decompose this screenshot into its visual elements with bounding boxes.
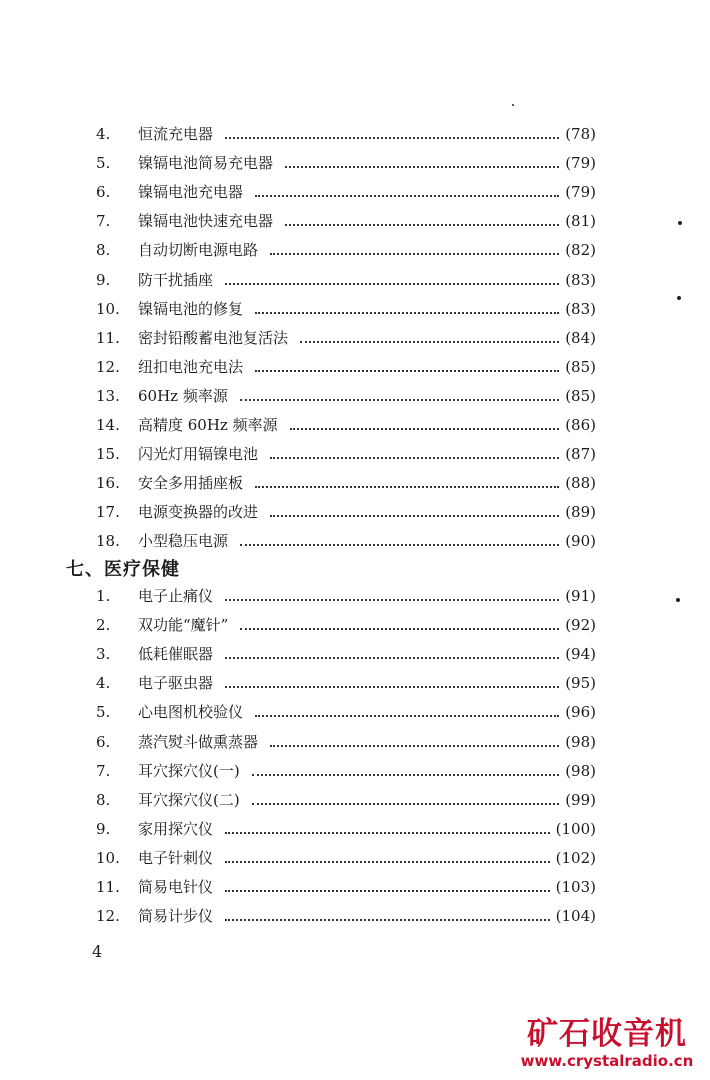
dot-leader	[225, 597, 559, 601]
toc-entry-number: 6.	[96, 732, 111, 751]
toc-entry-page: (96)	[565, 703, 596, 722]
scan-speck	[678, 221, 682, 225]
page-number: 4	[92, 942, 103, 961]
watermark	[516, 1016, 698, 1070]
toc-entry-title: 耳穴探穴仪(二)	[138, 790, 240, 809]
toc-entry	[96, 643, 596, 665]
toc-entry-page: (99)	[565, 790, 596, 809]
toc-entry	[96, 239, 596, 261]
toc-entry	[96, 443, 596, 465]
toc-entry-page: (85)	[565, 386, 596, 405]
toc-entry-number: 8.	[96, 790, 111, 809]
toc-entry	[96, 876, 596, 898]
toc-entry	[96, 385, 596, 407]
toc-entry	[96, 501, 596, 523]
toc-entry-page: (86)	[565, 416, 596, 434]
dot-leader	[240, 397, 559, 401]
toc-entry-page: (83)	[565, 270, 596, 289]
toc-entry-title: 简易计步仪	[138, 907, 214, 926]
toc-entry	[96, 327, 596, 349]
toc-entry-title: 心电图机校验仪	[138, 703, 244, 722]
toc-entry-title: 恒流充电器	[138, 125, 214, 143]
toc-entry-page: (81)	[565, 212, 596, 231]
dot-leader	[225, 830, 550, 834]
toc-entry-number: 11.	[96, 878, 120, 896]
toc-entry-page: (89)	[565, 503, 596, 522]
toc-entry	[96, 672, 596, 694]
toc-entry-page: (103)	[555, 878, 596, 896]
dot-leader	[225, 655, 559, 659]
toc-entry-title: 防干扰插座	[138, 270, 214, 289]
toc-entry-page: (100)	[555, 819, 596, 838]
dot-leader	[270, 513, 559, 517]
toc-entry-page: (84)	[565, 328, 596, 347]
toc-entry-number: 15.	[96, 445, 120, 464]
toc-entry-title: 密封铅酸蓄电池复活法	[138, 328, 289, 347]
toc-entry	[96, 356, 596, 378]
toc-entry-number: 8.	[96, 241, 111, 260]
toc-entry	[96, 701, 596, 723]
toc-entry-page: (104)	[555, 907, 596, 926]
dot-leader	[252, 801, 559, 805]
toc-entry	[96, 760, 596, 782]
toc-entry	[96, 585, 596, 607]
section-title: 七、医疗保健	[66, 559, 180, 580]
toc-entry-page: (94)	[565, 645, 596, 664]
toc-entry	[96, 123, 596, 145]
toc-entry-title: 耳穴探穴仪(一)	[138, 761, 240, 780]
toc-entry-title: 蒸汽熨斗做熏蒸器	[138, 732, 259, 751]
toc-entry	[96, 152, 596, 174]
toc-entry-number: 11.	[96, 328, 120, 347]
toc-entry-number: 7.	[96, 761, 111, 780]
dot-leader	[285, 222, 559, 226]
toc-entry-number: 7.	[96, 212, 111, 231]
toc-entry-number: 12.	[96, 357, 120, 376]
toc-entry-number: 3.	[96, 645, 111, 664]
watermark-logo: 矿石收音机	[527, 1016, 687, 1052]
toc-entry-title: 镍镉电池的修复	[138, 299, 244, 318]
toc-entry-number: 17.	[96, 503, 120, 522]
dot-leader	[225, 917, 550, 921]
toc-entry-title: 纽扣电池充电法	[138, 357, 244, 376]
toc-entry-title: 电源变换器的改进	[138, 503, 259, 522]
toc-entry-title: 小型稳压电源	[138, 532, 229, 551]
toc-entry-page: (79)	[565, 183, 596, 202]
toc-entry-title: 镍镉电池快速充电器	[138, 212, 274, 231]
toc-entry-title: 闪光灯用镉镍电池	[138, 445, 259, 464]
dot-leader	[240, 542, 559, 546]
toc-entry-number: 4.	[96, 125, 111, 143]
toc-entry-title: 镍镉电池简易充电器	[138, 154, 274, 173]
toc-entry-page: (78)	[565, 125, 596, 143]
toc-entry-number: 12.	[96, 907, 120, 926]
toc-entry-title: 家用探穴仪	[138, 819, 214, 838]
toc-entry-title: 镍镉电池充电器	[138, 183, 244, 202]
dot-leader	[255, 484, 559, 488]
toc-entry-number: 9.	[96, 270, 111, 289]
toc-entry-number: 10.	[96, 299, 120, 318]
toc-entry-page: (91)	[565, 587, 596, 605]
toc-entry-title: 双功能“魔针”	[138, 616, 229, 635]
dot-leader	[270, 455, 559, 459]
toc-entry-number: 5.	[96, 703, 111, 722]
dot-leader	[225, 135, 559, 139]
toc-entry-page: (87)	[565, 445, 596, 464]
dot-leader	[270, 743, 559, 747]
toc-entry	[96, 210, 596, 232]
toc-entry-number: 14.	[96, 416, 120, 434]
toc-entry-title: 电子驱虫器	[138, 674, 214, 693]
toc-entry	[96, 181, 596, 203]
toc-entry-number: 6.	[96, 183, 111, 202]
toc-entry-page: (88)	[565, 474, 596, 493]
toc-entry-title: 60Hz 频率源	[138, 386, 228, 405]
toc-entry-number: 1.	[96, 587, 111, 605]
toc-entry-number: 13.	[96, 386, 120, 405]
dot-leader	[225, 281, 559, 285]
toc-entry-number: 10.	[96, 848, 120, 867]
toc-entry	[96, 731, 596, 753]
dot-leader	[270, 251, 559, 255]
toc-entry-title: 简易电针仪	[138, 878, 214, 896]
toc-entry-page: (98)	[565, 761, 596, 780]
toc-entry-page: (90)	[565, 532, 596, 551]
watermark-url: www.crystalradio.cn	[520, 1052, 694, 1070]
toc-entry-page: (95)	[565, 674, 596, 693]
dot-leader	[255, 713, 559, 717]
dot-leader	[285, 164, 559, 168]
toc-entry-page: (102)	[555, 848, 596, 867]
toc-entry	[96, 298, 596, 320]
dot-leader	[225, 684, 559, 688]
toc-entry	[96, 905, 596, 927]
toc-entry-page: (92)	[565, 616, 596, 635]
dot-leader	[255, 310, 559, 314]
toc-entry-title: 电子止痛仪	[138, 587, 214, 605]
toc-entry	[96, 789, 596, 811]
scan-speck	[512, 104, 514, 106]
toc-entry	[96, 847, 596, 869]
scan-speck	[677, 296, 681, 300]
dot-leader	[252, 772, 559, 776]
toc-entry-number: 18.	[96, 532, 120, 551]
toc-entry	[96, 414, 596, 436]
dot-leader	[300, 339, 559, 343]
toc-entry	[96, 530, 596, 552]
toc-entry	[96, 472, 596, 494]
toc-entry-number: 4.	[96, 674, 111, 693]
toc-entry-title: 安全多用插座板	[138, 474, 244, 493]
dot-leader	[290, 426, 560, 430]
toc-entry-number: 5.	[96, 154, 111, 173]
toc-entry-number: 9.	[96, 819, 111, 838]
toc-entry-page: (83)	[565, 299, 596, 318]
dot-leader	[240, 626, 559, 630]
toc-entry-number: 16.	[96, 474, 120, 493]
toc-entry-number: 2.	[96, 616, 111, 635]
toc-entry-title: 高精度 60Hz 频率源	[138, 416, 278, 434]
toc-entry	[96, 614, 596, 636]
toc-entry	[96, 818, 596, 840]
toc-entry	[96, 269, 596, 291]
toc-entry-page: (82)	[565, 241, 596, 260]
dot-leader	[255, 368, 559, 372]
dot-leader	[225, 859, 550, 863]
toc-entry-title: 低耗催眠器	[138, 645, 214, 664]
toc-entry-title: 自动切断电源电路	[138, 241, 259, 260]
toc-entry-page: (79)	[565, 154, 596, 173]
dot-leader	[255, 193, 559, 197]
scan-speck	[676, 598, 680, 602]
dot-leader	[225, 888, 550, 892]
toc-entry-title: 电子针刺仪	[138, 848, 214, 867]
toc-entry-page: (85)	[565, 357, 596, 376]
toc-entry-page: (98)	[565, 732, 596, 751]
